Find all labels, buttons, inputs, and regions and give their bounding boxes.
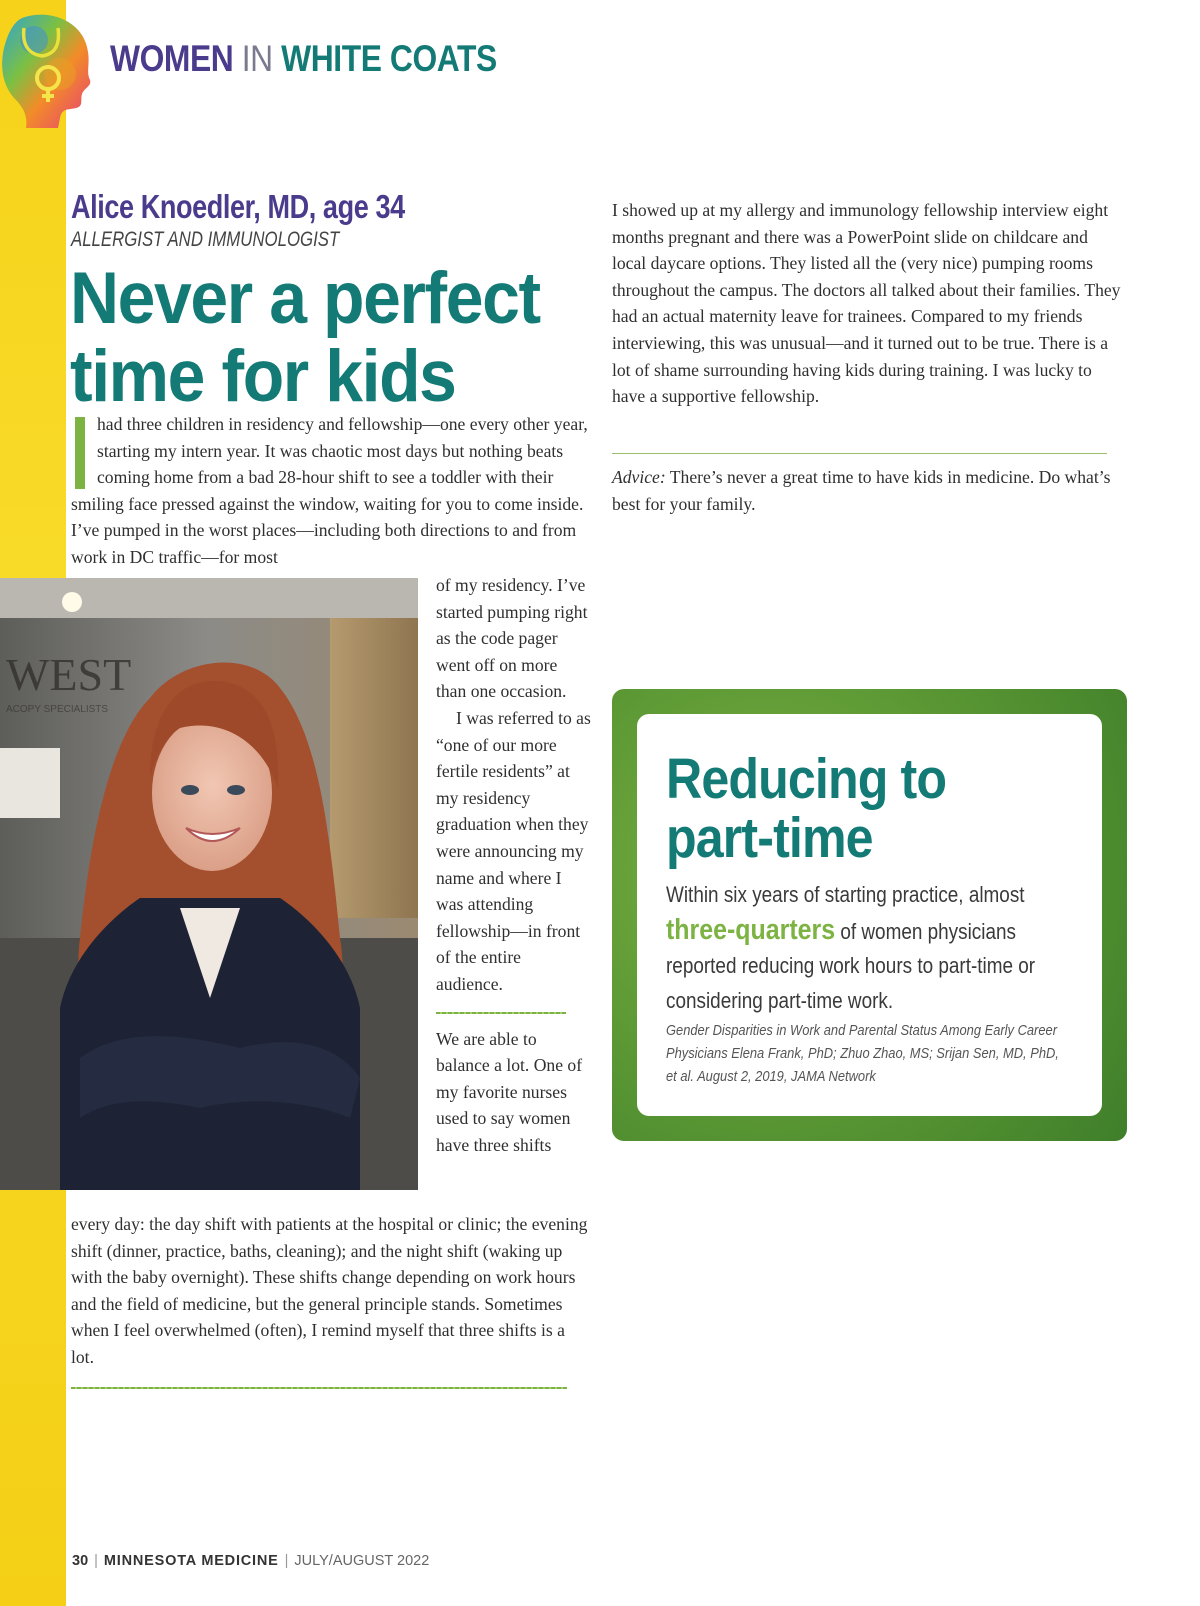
author-portrait-image — [0, 578, 418, 1190]
footer-separator-2: | — [284, 1553, 289, 1569]
photo-wall-sign-sub: ACOPY SPECIALISTS — [6, 704, 109, 715]
article-column-left-bottom — [71, 1211, 591, 1371]
article-paragraph-1: had three children in residency and fellowship—one every other year, starting my intern year. It was chaotic most days but nothing beats coming home from a bad 28-hour shift to see a toddler with their smiling face pressed against the window, waiting for you to come inside. I’ve pumped in the worst places—including both directions to and from work in DC traffic—for most — [71, 414, 588, 567]
issue-date: JULY/AUGUST 2022 — [294, 1553, 430, 1569]
article-column-right — [612, 197, 1122, 410]
article-paragraph-2: I was referred to as “one of our more fertile residents” at my residency graduation when they were announcing my name and where I was attending fellowship—in front of the entire audience. — [436, 707, 591, 994]
article-headline — [70, 260, 540, 416]
page-footer — [72, 1553, 429, 1569]
section-title-women: WOMEN — [110, 38, 234, 79]
section-divider-long — [71, 1387, 567, 1389]
section-title-white-coats: WHITE COATS — [281, 38, 497, 79]
photo-wall-sign: WEST — [6, 649, 132, 700]
stat-sidebar-title — [666, 747, 947, 870]
stat-title-line-1: Reducing to — [666, 747, 947, 811]
stat-title-line-2: part-time — [666, 806, 873, 870]
article-column-left-top — [71, 411, 591, 571]
headline-line-1: Never a perfect — [70, 258, 540, 339]
magazine-name: MINNESOTA MEDICINE — [103, 1553, 279, 1569]
stat-sidebar — [612, 689, 1127, 1141]
article-paragraph-right: I showed up at my allergy and immunology fellowship interview eight months pregnant and there was a PowerPoint slide on childcare and local daycare options. They listed all the (very nice) pumping rooms throughout the campus. The doctors all talked about their families. They had an actual maternity leave for trainees. Compared to my friends interviewing, this was unusual—and it turned out to be true. There is a lot of shame surrounding having kids during training. I was lucky to have a supportive fellowship. — [612, 200, 1121, 407]
advice-label: Advice: — [612, 467, 666, 487]
author-role: ALLERGIST AND IMMUNOLOGIST — [71, 228, 340, 251]
stat-sidebar-card — [637, 714, 1102, 1116]
dropcap-bar — [75, 417, 85, 489]
stat-text-before: Within six years of starting practice, almost — [666, 882, 1025, 907]
page-number: 30 — [72, 1553, 89, 1569]
section-title — [110, 38, 497, 80]
advice-body: There’s never a great time to have kids in medicine. Do what’s best for your family. — [612, 467, 1111, 514]
footer-separator: | — [94, 1553, 98, 1569]
section-divider-short — [436, 1012, 566, 1014]
advice-text — [612, 464, 1122, 517]
author-photo — [0, 578, 418, 1190]
author-name: Alice Knoedler, MD, age 34 — [71, 188, 405, 225]
stat-source-citation: Gender Disparities in Work and Parental Status Among Early Career Physicians Elena Frank, PhD; Zhuo Zhao, MS; Srijan Sen, MD, PhD, et al. August 2, 2019, JAMA Network — [666, 1022, 1059, 1085]
headline-line-2: time for kids — [70, 336, 456, 417]
stat-text — [666, 878, 1062, 1018]
advice-divider — [612, 453, 1107, 454]
advice-block — [612, 464, 1122, 517]
article-paragraph-3-start: We are able to balance a lot. One of my favorite nurses used to say women have three shifts — [436, 1028, 583, 1155]
section-title-in: IN — [241, 38, 273, 79]
article-paragraph-1-continued: of my residency. I’ve started pumping right as the code pager went off on more than one occasion. — [436, 575, 588, 702]
article-paragraph-3-continued: every day: the day shift with patients at the hospital or clinic; the evening shift (dinner, practice, baths, cleaning); and the night shift (waking up with the baby overnight). These shifts change depending on work hours and the field of medicine, but the general principle stands. Sometimes when I feel overwhelmed (often), I remind myself that three shifts is a lot. — [71, 1214, 588, 1367]
women-head-stethoscope-logo-icon — [0, 10, 95, 130]
article-column-narrow — [436, 572, 591, 1158]
stat-text-after: of women physicians reported reducing work hours to part-time or considering part-time work. — [666, 918, 1036, 1013]
stat-highlight: three-quarters — [666, 913, 836, 946]
